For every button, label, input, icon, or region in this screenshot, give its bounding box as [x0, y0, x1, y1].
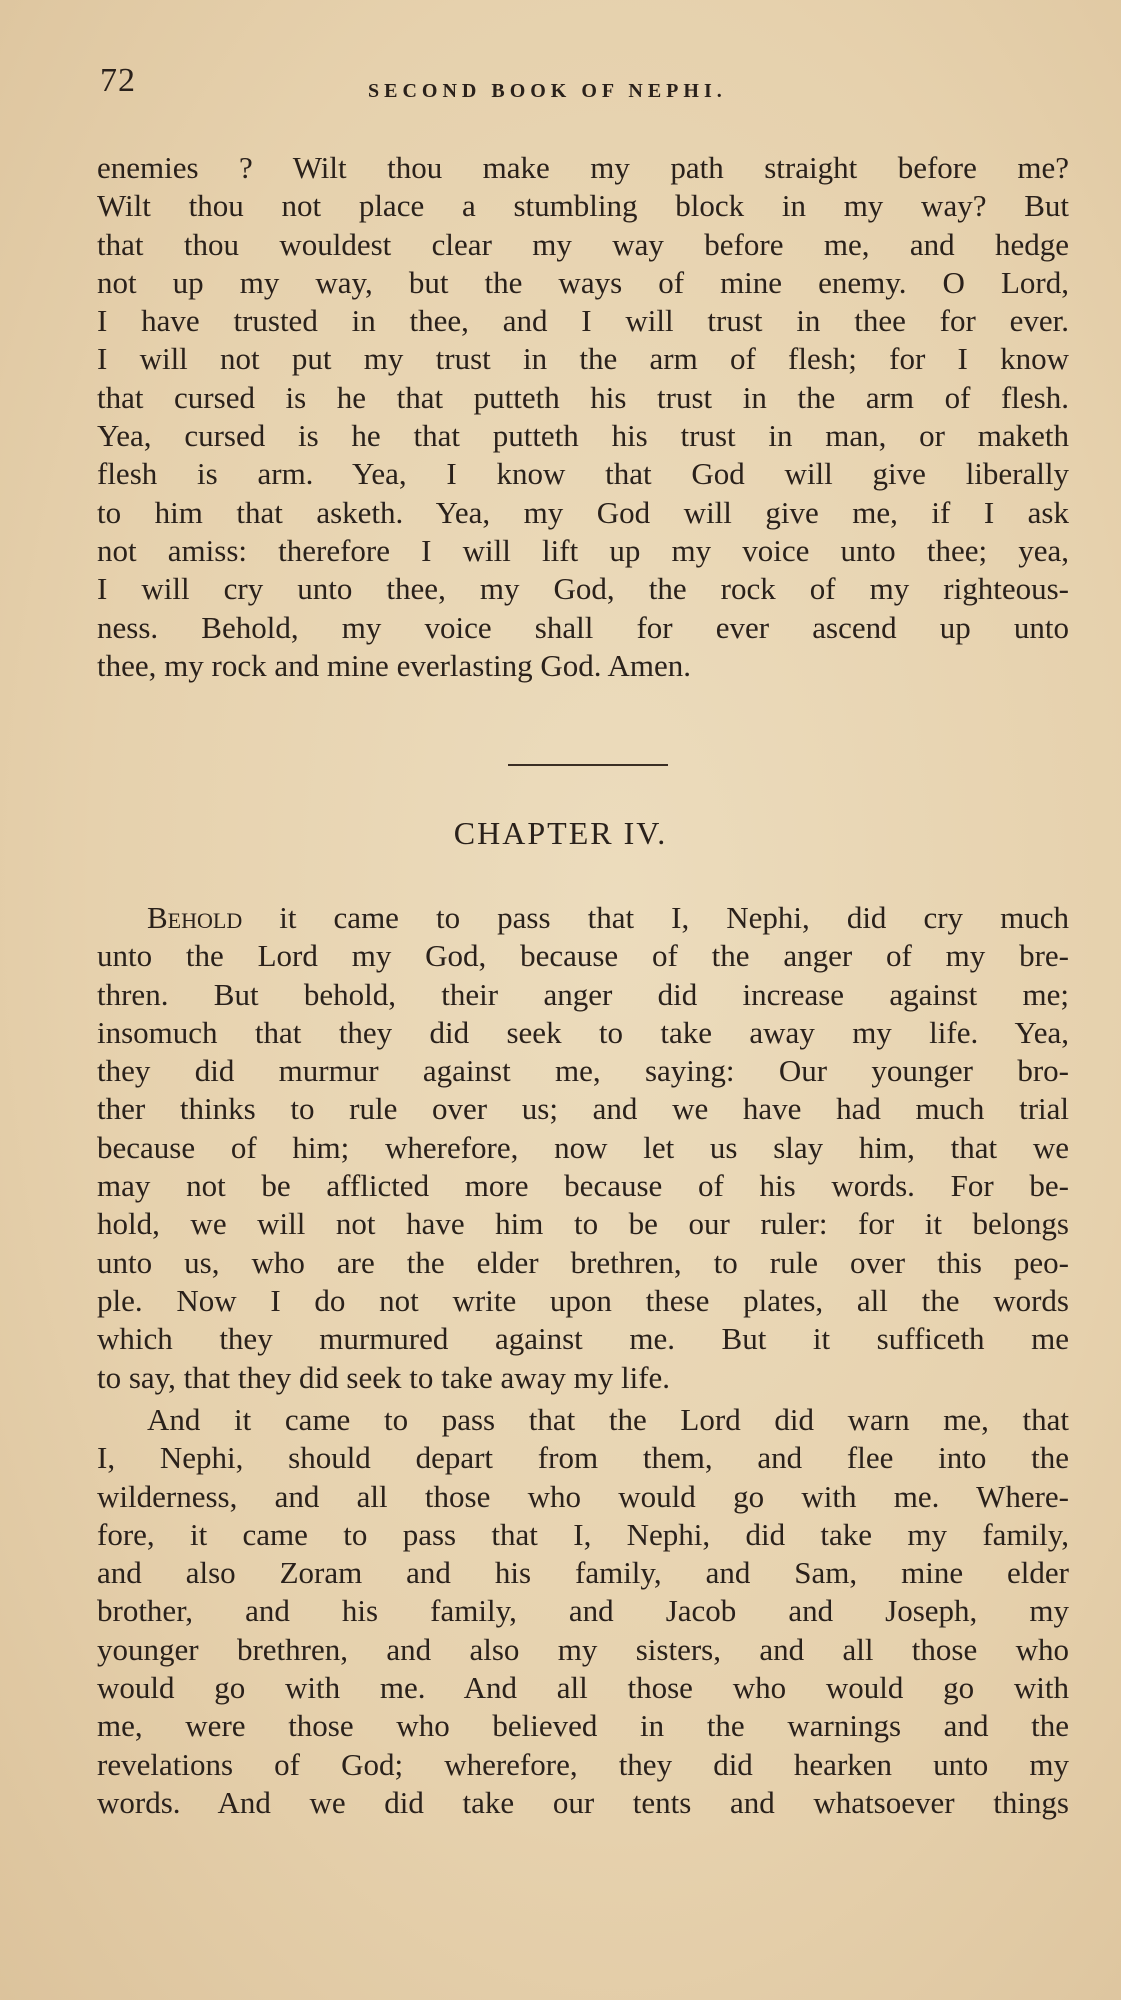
page-number: 72 — [100, 62, 136, 99]
text-line — [97, 899, 1069, 937]
text-line: insomuch that they did seek to take away my life. Yea, — [97, 1014, 1069, 1050]
chapter-paragraph-1 — [97, 899, 1069, 1397]
text-line: that thou wouldest clear my way before me, and hedge — [97, 226, 1069, 262]
text-line: ple. Now I do not write upon these plates, all the words — [97, 1282, 1069, 1318]
text-line: me, were those who believed in the warnings and the — [97, 1708, 1069, 1744]
text-line: And it came to pass that the Lord did warn me, that — [147, 1402, 1069, 1437]
text-line: I have trusted in thee, and I will trust in thee for ever. — [97, 303, 1069, 339]
text-line: and also Zoram and his family, and Sam, mine elder — [97, 1555, 1069, 1591]
text-line: words. And we did take our tents and whatsoever things — [97, 1784, 1069, 1820]
text-line: Wilt thou not place a stumbling block in my way? But — [97, 188, 1069, 224]
text-line: fore, it came to pass that I, Nephi, did take my family, — [97, 1516, 1069, 1552]
text-line: enemies ? Wilt thou make my path straight before me? — [97, 150, 1069, 185]
text-line: which they murmured against me. But it sufficeth me — [97, 1321, 1069, 1357]
section-divider — [508, 764, 668, 766]
text-line: younger brethren, and also my sisters, and all those who — [97, 1631, 1069, 1667]
running-head: SECOND BOOK OF NEPHI. — [368, 80, 727, 102]
text-line: brother, and his family, and Jacob and Joseph, my — [97, 1593, 1069, 1629]
text-line: ness. Behold, my voice shall for ever ascend up unto — [97, 609, 1069, 645]
text-line: wilderness, and all those who would go with me. Where- — [97, 1478, 1069, 1514]
chapter-title: CHAPTER IV. — [453, 815, 668, 851]
text-line: would go with me. And all those who would go with — [97, 1670, 1069, 1706]
text-line: may not be afflicted more because of his words. For be- — [97, 1168, 1069, 1204]
text-line: I, Nephi, should depart from them, and flee into the — [97, 1440, 1069, 1476]
drop-word: Behold — [147, 900, 243, 935]
text-line: hold, we will not have him to be our ruler: for it belongs — [97, 1206, 1069, 1242]
text-line: that cursed is he that putteth his trust in the arm of flesh. — [97, 379, 1069, 415]
closing-passage — [97, 149, 1069, 685]
text-line: flesh is arm. Yea, I know that God will give liberally — [97, 456, 1069, 492]
text-line: revelations of God; wherefore, they did hearken unto my — [97, 1746, 1069, 1782]
chapter-paragraph-2 — [97, 1401, 1069, 1822]
text-line: I will not put my trust in the arm of flesh; for I know — [97, 341, 1069, 377]
text-line: thee, my rock and mine everlasting God. Amen. — [97, 647, 692, 683]
text-line: I will cry unto thee, my God, the rock of my righteous- — [97, 571, 1069, 607]
text-line: ther thinks to rule over us; and we have had much trial — [97, 1091, 1069, 1127]
first-line-rest: it came to pass that I, Nephi, did cry much — [242, 900, 1069, 935]
text-line: unto us, who are the elder brethren, to rule over this peo- — [97, 1244, 1069, 1280]
text-line: because of him; wherefore, now let us slay him, that we — [97, 1129, 1069, 1165]
text-line: Yea, cursed is he that putteth his trust in man, or maketh — [97, 418, 1069, 454]
text-line: not up my way, but the ways of mine enemy. O Lord, — [97, 264, 1069, 300]
text-line: to him that asketh. Yea, my God will give me, if I ask — [97, 494, 1069, 530]
text-line: not amiss: therefore I will lift up my voice unto thee; yea, — [97, 532, 1069, 568]
text-line: unto the Lord my God, because of the anger of my bre- — [97, 938, 1069, 974]
page-header — [100, 62, 1040, 112]
text-line: they did murmur against me, saying: Our younger bro- — [97, 1053, 1069, 1089]
text-line: thren. But behold, their anger did increase against me; — [97, 976, 1069, 1012]
text-line: to say, that they did seek to take away my life. — [97, 1359, 671, 1395]
